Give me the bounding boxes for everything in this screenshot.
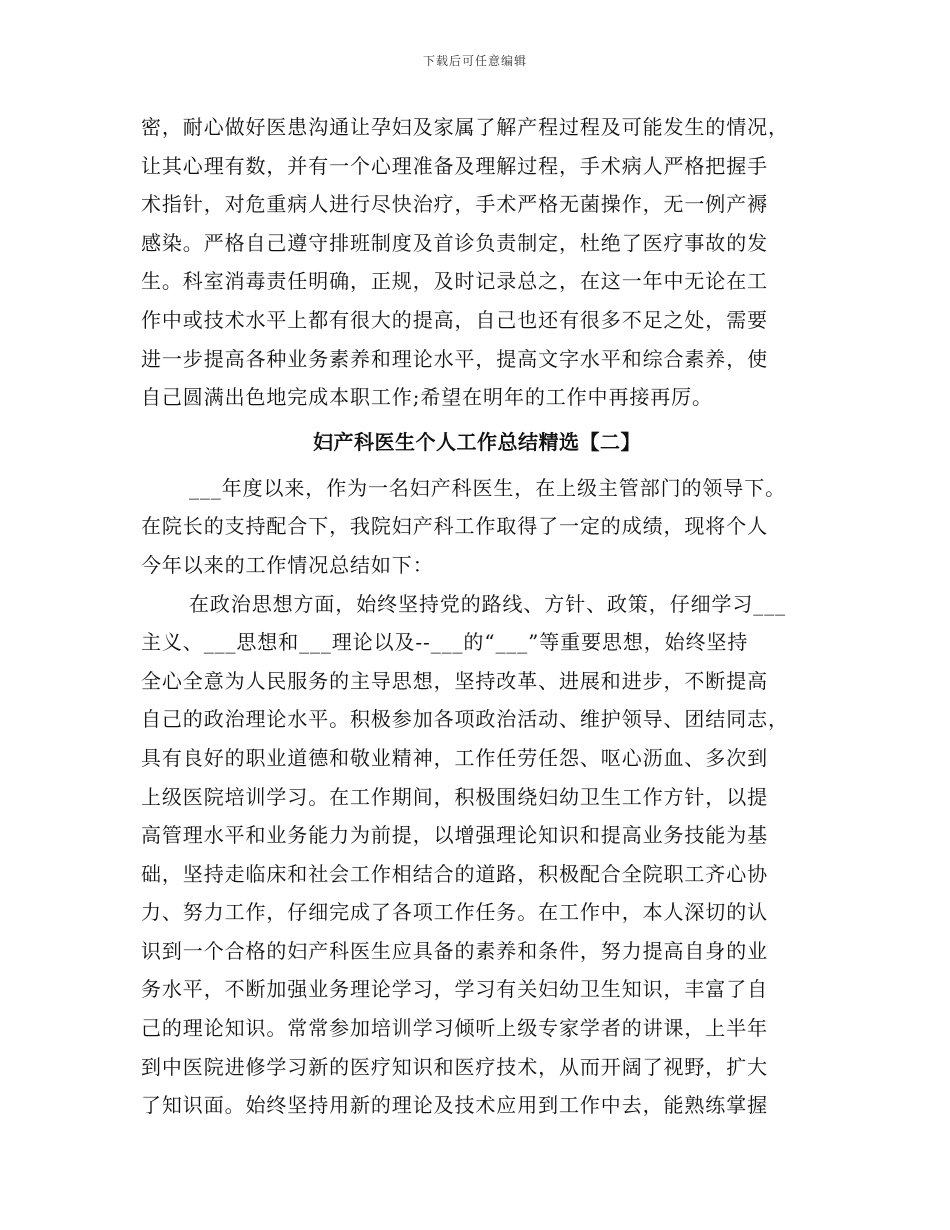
text-line: 识到一个合格的妇产科医生应具备的素养和条件，努力提高自身的业	[141, 938, 768, 963]
text-line: 主义、___思想和___理论以及--___的“___”等重要思想，始终坚持	[141, 630, 749, 655]
text-line: 础，坚持走临床和社会工作相结合的道路，积极配合全院职工齐心协	[141, 861, 768, 886]
text-line: 了知识面。始终坚持用新的理论及技术应用到工作中去，能熟练掌握	[141, 1093, 768, 1118]
text-line: 在政治思想方面，始终坚持党的路线、方针、政策，仔细学习___	[189, 591, 786, 616]
paragraph-continued	[141, 108, 813, 417]
text-line: ___年度以来，作为一名妇产科医生，在上级主管部门的领导下。	[189, 475, 786, 500]
paragraph-political-thought	[141, 585, 813, 1125]
text-line: 生。科室消毒责任明确，正规，及时记录总之，在这一年中无论在工	[141, 269, 768, 294]
text-line: 术指针，对危重病人进行尽快治疗，手术严格无菌操作，无一例产褥	[141, 192, 768, 217]
text-line: 在院长的支持配合下，我院妇产科工作取得了一定的成绩，现将个人	[141, 514, 768, 539]
text-line: 今年以来的工作情况总结如下：	[141, 552, 434, 577]
text-line: 到中医院进修学习新的医疗知识和医疗技术，从而开阔了视野，扩大	[141, 1054, 768, 1079]
text-line: 自己的政治理论水平。积极参加各项政治活动、维护领导、团结同志，	[141, 707, 789, 732]
text-line: 上级医院培训学习。在工作期间，积极围绕妇幼卫生工作方针，以提	[141, 784, 768, 809]
text-line: 让其心理有数，并有一个心理准备及理解过程，手术病人严格把握手	[141, 153, 768, 178]
text-line: 自己圆满出色地完成本职工作;希望在明年的工作中再接再厉。	[141, 385, 713, 410]
text-line: 密，耐心做好医患沟通让孕妇及家属了解产程过程及可能发生的情况，	[141, 115, 789, 139]
document-body	[141, 108, 813, 1125]
text-line: 高管理水平和业务能力为前提，以增强理论知识和提高业务技能为基	[141, 823, 768, 848]
paragraph-intro	[141, 469, 813, 585]
page-header: 下载后可任意编辑	[422, 54, 527, 68]
text-line: 全心全意为人民服务的主导思想，坚持改革、进展和进步，不断提高	[141, 668, 768, 693]
text-line: 力、努力工作，仔细完成了各项工作任务。在工作中，本人深切的认	[141, 900, 768, 925]
text-line: 己的理论知识。常常参加培训学习倾听上级专家学者的讲课，上半年	[141, 1016, 768, 1041]
text-line: 进一步提高各种业务素养和理论水平，提高文字水平和综合素养，使	[141, 346, 768, 371]
text-line: 务水平，不断加强业务理论学习，学习有关妇幼卫生知识，丰富了自	[141, 977, 768, 1002]
text-line: 具有良好的职业道德和敬业精神，工作任劳任怨、呕心沥血、多次到	[141, 745, 768, 770]
text-line: 作中或技术水平上都有很大的提高，自己也还有很多不足之处，需要	[141, 307, 768, 332]
text-line: 感染。严格自己遵守排班制度及首诊负责制定，杜绝了医疗事故的发	[141, 230, 768, 255]
section-title: 妇产科医生个人工作总结精选【二】	[313, 429, 641, 454]
